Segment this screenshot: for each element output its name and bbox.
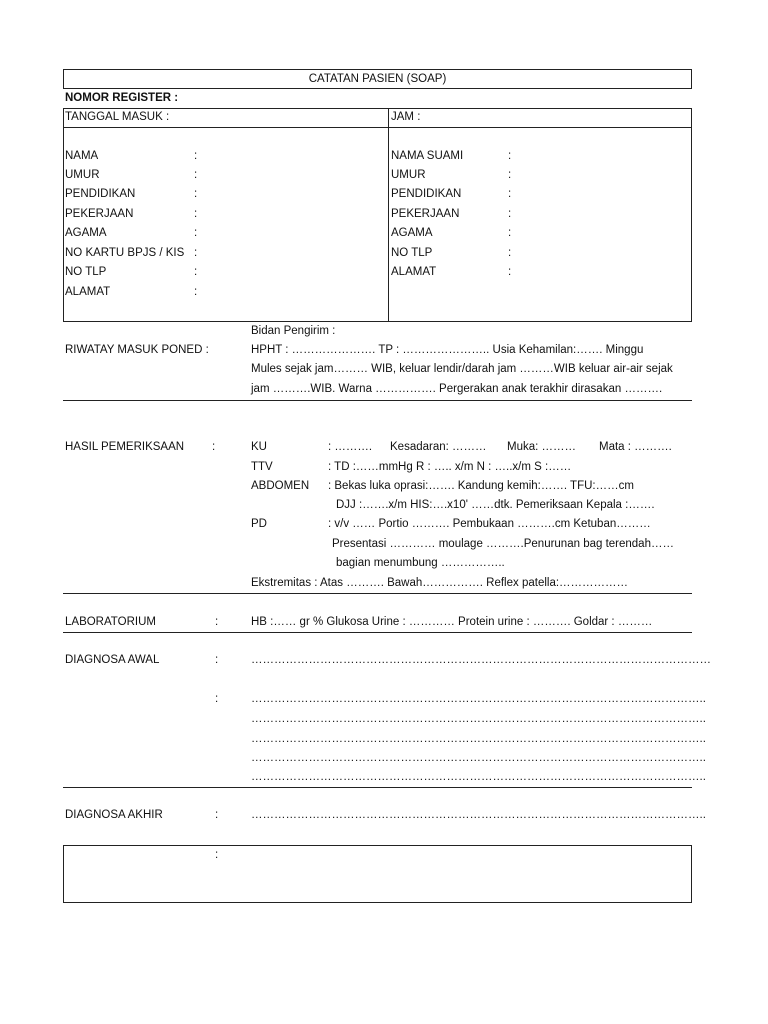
field-pendidikan-suami: PENDIDIKAN (391, 188, 462, 200)
hasil-colon: : (212, 441, 216, 453)
notes-colon: : (215, 849, 219, 861)
colon-no-kartu: : (194, 247, 198, 259)
diagnosa-awal-dotted-line: ……………………………………………………………………………………………………….. (251, 771, 706, 783)
riwayat-label: RIWATAY MASUK PONED : (65, 344, 209, 356)
ekstremitas-value: Ekstremitas : Atas ………. Bawah……………. Reflex patella:……………… (251, 577, 629, 589)
diagnosa-akhir-colon: : (215, 809, 219, 821)
riwayat-line-1: Bidan Pengirim : (251, 325, 336, 337)
riwayat-divider (63, 400, 692, 401)
riwayat-line-4: jam ……….WIB. Warna ……………. Pergerakan anak terakhir dirasakan ………. (251, 383, 663, 395)
ttv-label: TTV (251, 461, 273, 473)
hasil-divider (63, 593, 692, 594)
tanggal-masuk-label: TANGGAL MASUK : (65, 111, 170, 123)
field-pekerjaan-suami: PEKERJAAN (391, 208, 460, 220)
field-alamat: ALAMAT (65, 286, 111, 298)
ttv-value: : TD :……mmHg R : ….. x/m N : …..x/m S :…… (328, 461, 572, 473)
abdomen-value: : Bekas luka oprasi:……. Kandung kemih:……. TFU:……cm (328, 480, 634, 492)
laboratorium-colon: : (215, 616, 219, 628)
nomor-register-label: NOMOR REGISTER : (65, 92, 179, 104)
diagnosa-awal-colon: : (215, 654, 219, 666)
identity-table (63, 108, 692, 322)
field-pendidikan: PENDIDIKAN (65, 188, 136, 200)
colon-alamat-suami: : (508, 266, 512, 278)
colon-agama: : (194, 227, 198, 239)
colon-pendidikan: : (194, 188, 198, 200)
field-nama-suami: NAMA SUAMI (391, 150, 464, 162)
identity-column-divider (388, 108, 389, 322)
diagnosa-awal-line: ………………………………………………………………………………………………………… (251, 654, 711, 666)
pd-value-2: Presentasi ………… moulage ……….Penurunan bag terendah…… (332, 538, 674, 550)
diagnosa-awal-dotted-line: ……………………………………………………………………………………………………….. (251, 752, 706, 764)
diagnosa-awal-label: DIAGNOSA AWAL (65, 654, 160, 666)
pd-value-3: bagian menumbung …………….. (336, 557, 505, 569)
jam-label: JAM : (391, 111, 421, 123)
field-umur: UMUR (65, 169, 100, 181)
hasil-label: HASIL PEMERIKSAAN (65, 441, 185, 453)
abdomen-value-2: DJJ :…….x/m HIS:….x10' ……dtk. Pemeriksaan Kepala :……. (336, 499, 655, 511)
colon-pekerjaan-suami: : (508, 208, 512, 220)
field-no-kartu-bpjs: NO KARTU BPJS / KIS (65, 247, 185, 259)
diagnosa-awal-dotted-line: ……………………………………………………………………………………………………….. (251, 733, 706, 745)
field-no-tlp: NO TLP (65, 266, 107, 278)
colon-pendidikan-suami: : (508, 188, 512, 200)
field-no-tlp-suami: NO TLP (391, 247, 433, 259)
diagnosa-awal-dotted-line: ……………………………………………………………………………………………………….. (251, 693, 706, 705)
page-title: CATATAN PASIEN (SOAP) (308, 73, 447, 85)
colon-umur-suami: : (508, 169, 512, 181)
field-umur-suami: UMUR (391, 169, 426, 181)
diagnosa-awal-divider (63, 787, 692, 788)
field-alamat-suami: ALAMAT (391, 266, 437, 278)
diagnosa-akhir-line: ……………………………………………………………………………………………………….. (251, 809, 706, 821)
laboratorium-value: HB :…… gr % Glukosa Urine : ………… Protein urine : ………. Goldar : ……… (251, 616, 653, 628)
abdomen-label: ABDOMEN (251, 480, 310, 492)
laboratorium-divider (63, 632, 692, 633)
field-pekerjaan: PEKERJAAN (65, 208, 134, 220)
muka-value: Muka: ……… (507, 441, 577, 453)
colon-nama: : (194, 150, 198, 162)
laboratorium-label: LABORATORIUM (65, 616, 156, 628)
diagnosa-awal-dotted-line: ……………………………………………………………………………………………………….. (251, 713, 706, 725)
colon-no-tlp: : (194, 266, 198, 278)
kesadaran-value: Kesadaran: ……… (390, 441, 487, 453)
riwayat-line-2: HPHT : …………………. TP : ………………….. Usia Kehamilan:……. Minggu (251, 344, 644, 356)
colon-pekerjaan: : (194, 208, 198, 220)
diagnosa-akhir-label: DIAGNOSA AKHIR (65, 809, 163, 821)
notes-box (63, 845, 692, 903)
colon-umur: : (194, 169, 198, 181)
field-nama: NAMA (65, 150, 99, 162)
field-agama: AGAMA (65, 227, 107, 239)
colon-nama-suami: : (508, 150, 512, 162)
mata-value: Mata : ………. (599, 441, 672, 453)
identity-header-divider (63, 127, 692, 128)
colon-agama-suami: : (508, 227, 512, 239)
ku-label: KU (251, 441, 267, 453)
diagnosa-awal-colon-2: : (215, 693, 219, 705)
pd-value: : v/v …… Portio ………. Pembukaan ……….cm Ketuban……… (328, 518, 651, 530)
ku-value: : ………. (328, 441, 373, 453)
riwayat-line-3: Mules sejak jam……… WIB, keluar lendir/darah jam ………WIB keluar air-air sejak (251, 363, 673, 375)
colon-no-tlp-suami: : (508, 247, 512, 259)
field-agama-suami: AGAMA (391, 227, 433, 239)
pd-label: PD (251, 518, 267, 530)
colon-alamat: : (194, 286, 198, 298)
